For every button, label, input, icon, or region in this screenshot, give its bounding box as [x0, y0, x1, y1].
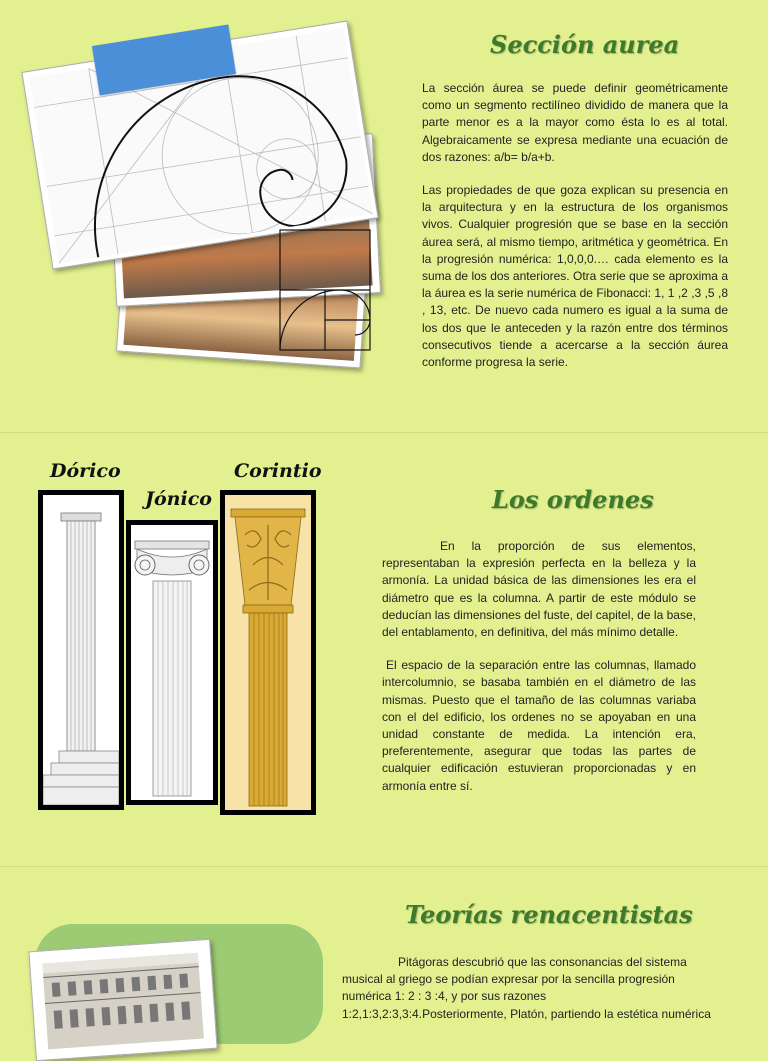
ionic-column-icon [131, 525, 213, 800]
golden-ratio-text [422, 80, 728, 387]
corinthian-column-image [220, 490, 316, 815]
section-title-orders: Los ordenes [492, 485, 654, 514]
section-divider-2 [0, 866, 768, 867]
palazzo-drawing [42, 953, 204, 1050]
orders-text [382, 538, 696, 811]
label-doric: Dórico [50, 460, 121, 482]
ionic-column-image [126, 520, 218, 805]
orders-paragraph-1: En la proporción de sus elementos, representaban la expresión perfecta en la belleza y la armonía. La unidad básica de las dimensiones les era el diámetro que es la columna. A partir de este módulo se deducían las dimensiones del fuste, del capitel, de la base, del entablamento, en definitiva, del más mínimo detalle. [382, 539, 696, 640]
photo-palazzo [28, 939, 217, 1061]
section-title-golden-ratio: Sección aurea [490, 30, 680, 59]
spiral-overlay [270, 220, 380, 360]
doric-column-icon [43, 495, 119, 805]
label-corinthian: Corintio [234, 460, 322, 482]
golden-ratio-paragraph-2: Las propiedades de que goza explican su presencia en la arquitectura y en la estructura de los organismos vivos. Cualquier progresión que se base en la sección áurea será, al mismo tiempo, aritmética y geométrica. En la progresión numérica: 1,0,0,0.… cada elemento es la suma de los dos anteriores. Otra serie que se aproxima a la áurea es la serie numérica de Fibonacci: 1, 1 ,2 ,3 ,5 ,8 , 13, etc. De nuevo cada numero es igual a la suma de los dos que le anteceden y la razón entre dos términos consecutivos tiende a acercarse a la sección áurea conforme progresa la serie. [422, 183, 728, 370]
corinthian-column-icon [225, 495, 311, 810]
doric-column-image [38, 490, 124, 810]
renaissance-paragraph-1: Pitágoras descubrió que las consonancias del sistema musical al griego se podían expresar por la sencilla progresión numérica 1: 2 : 3 :4, y por sus razones 1:2,1:3,2:3,3:4.Posteriormente, Platón, partiendo la estética numérica [342, 955, 711, 1021]
orders-paragraph-2: El espacio de la separación entre las columnas, llamado intercolumnio, se basaba también en el diámetro de las mismas. Puesto que el tamaño de las columnas variaba con el del edificio, los ordenes no se apoyaban en una unidad constante de medida. La intención era, preferentemente, asegurar que todas las partes de cualquier edificación estuvieran proporcionadas y en armonía entre sí. [382, 658, 696, 793]
section-title-renaissance: Teorías renacentistas [405, 900, 693, 929]
label-ionic: Jónico [145, 488, 212, 510]
golden-ratio-paragraph-1: La sección áurea se puede definir geométricamente como un segmento rectilíneo dividido de manera que la parte menor es a la mayor como ésta lo es al total. Algebraicamente se expresa mediante una ecuación de dos razones: a/b= b/a+b. [422, 81, 728, 164]
section-divider-1 [0, 432, 768, 433]
renaissance-text [342, 954, 714, 1039]
